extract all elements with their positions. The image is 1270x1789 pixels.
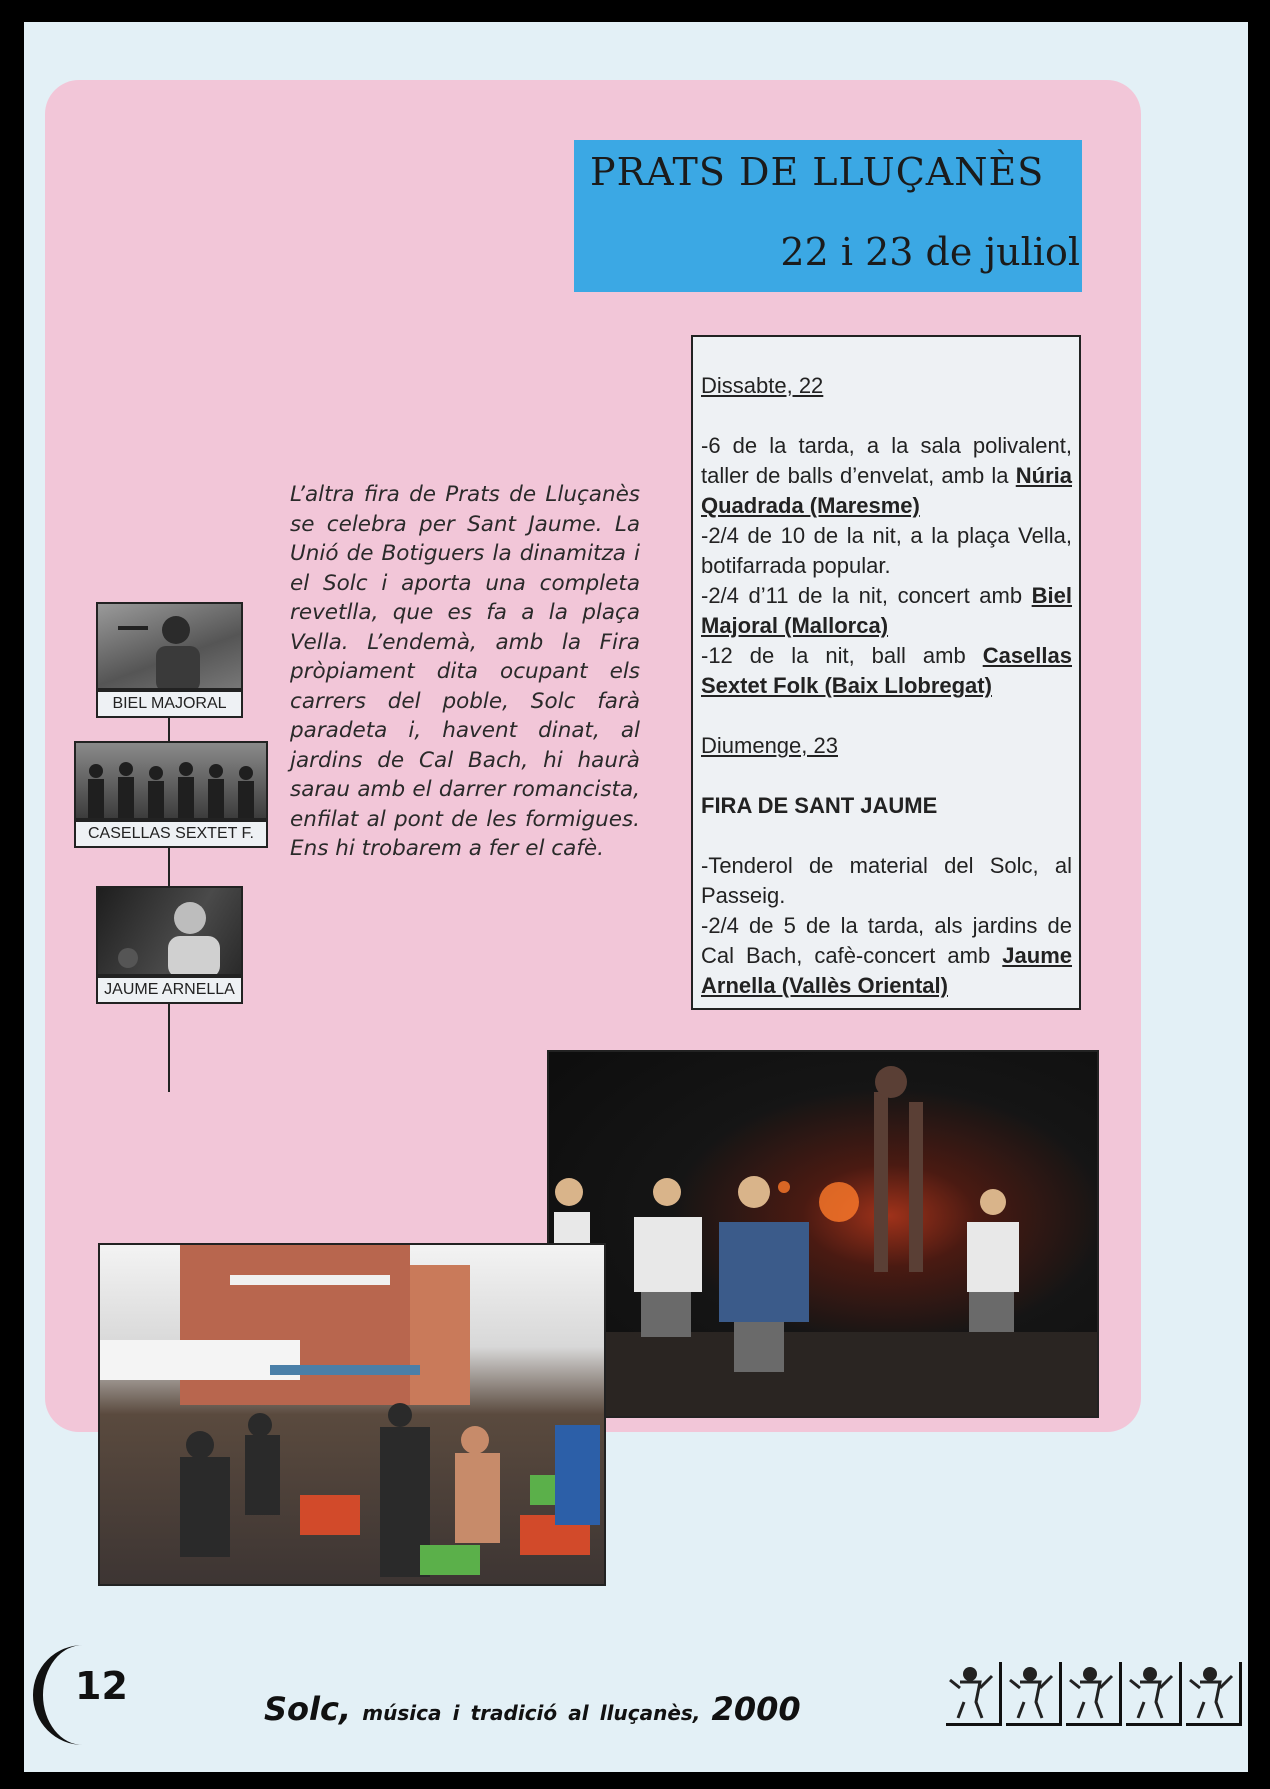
item-text: -6 de la tarda, a la sala polivalent, taller de balls d’envelat, amb la [701, 433, 1072, 488]
intro-text [290, 480, 640, 864]
footer-word: música [362, 1701, 442, 1725]
footer-word: Solc, [264, 1690, 352, 1728]
market-scene [100, 1245, 606, 1586]
dancer-figure-icon [946, 1662, 1002, 1726]
page-date: 22 i 23 de juliol [780, 230, 1080, 274]
artist-link[interactable]: Biel Majoral (Mallorca) [701, 583, 1072, 638]
programme-item: -Tenderol de material del Solc, al Passeig. [701, 853, 1072, 908]
programme-item [701, 431, 1072, 521]
night-scene [549, 1052, 1099, 1418]
artist-photo-biel-majoral [96, 602, 243, 690]
intro-paragraph: L’altra fira de Prats de Lluçanès se celebra per Sant Jaume. La Unió de Botiguers la dinamitza i el Solc i aporta una completa revetlla, que es fa a la plaça Vella. L’endemà, amb la Fira pròpiament dita ocupant els carrers del poble, Solc farà paradeta i, havent dinat, al jardins de Cal Bach, hi haurà sarau amb el darrer romancista, enfilat al pont de les formigues. Ens hi trobarem a fer el cafè. [290, 482, 640, 861]
programme-item [701, 581, 1072, 641]
footer-word: 2000 [711, 1690, 801, 1728]
programme-item [701, 911, 1072, 1001]
market-photo [98, 1243, 606, 1586]
footer-word: tradició [470, 1701, 558, 1725]
artist-label: JAUME ARNELLA [96, 976, 243, 1004]
item-text: -12 de la nit, ball amb [701, 643, 983, 668]
night-festival-photo [547, 1050, 1099, 1418]
artist-photo-jaume-arnella [96, 886, 243, 976]
timeline-connector [168, 848, 170, 886]
singer-silhouette [98, 604, 243, 690]
footer-word: lluçanès, [599, 1701, 701, 1725]
timeline-connector [168, 716, 170, 742]
artist-label: BIEL MAJORAL [96, 690, 243, 718]
group-silhouette [76, 743, 268, 820]
timeline-connector [168, 1002, 170, 1092]
item-text: -2/4 de 5 de la tarda, als jardins de Cal Bach, cafè-concert amb [701, 913, 1072, 968]
dancer-figure-icon [1126, 1662, 1182, 1726]
programme-item [701, 641, 1072, 701]
page-title: PRATS DE LLUÇANÈS [590, 150, 1045, 194]
dancer-figure-icon [1186, 1662, 1242, 1726]
dancer-figures-decoration [946, 1662, 1242, 1726]
artist-link[interactable]: Casellas Sextet Folk (Baix Llobregat) [701, 643, 1072, 698]
day-heading-sunday: Diumenge, 23 [701, 733, 838, 758]
dancer-figure-icon [1006, 1662, 1062, 1726]
item-text: -2/4 d’11 de la nit, concert amb [701, 583, 1032, 608]
footer-word: al [568, 1701, 589, 1725]
artist-link[interactable]: Jaume Arnella (Vallès Oriental) [701, 943, 1072, 998]
day-heading-saturday: Dissabte, 22 [701, 373, 824, 398]
footer-word: i [452, 1701, 460, 1725]
singer-silhouette [98, 888, 243, 976]
programme-box [691, 335, 1081, 1010]
artist-photo-casellas-sextet [74, 741, 268, 820]
dancer-figure-icon [1066, 1662, 1122, 1726]
artist-label: CASELLAS SEXTET F. [74, 820, 268, 848]
programme-item: -2/4 de 10 de la nit, a la plaça Vella, botifarrada popular. [701, 523, 1072, 578]
page-number: 12 [75, 1664, 128, 1708]
artist-link[interactable]: Núria Quadrada (Maresme) [701, 463, 1072, 518]
title-box [574, 140, 1082, 292]
fira-heading: FIRA DE SANT JAUME [701, 793, 938, 818]
footer-title [264, 1690, 801, 1728]
